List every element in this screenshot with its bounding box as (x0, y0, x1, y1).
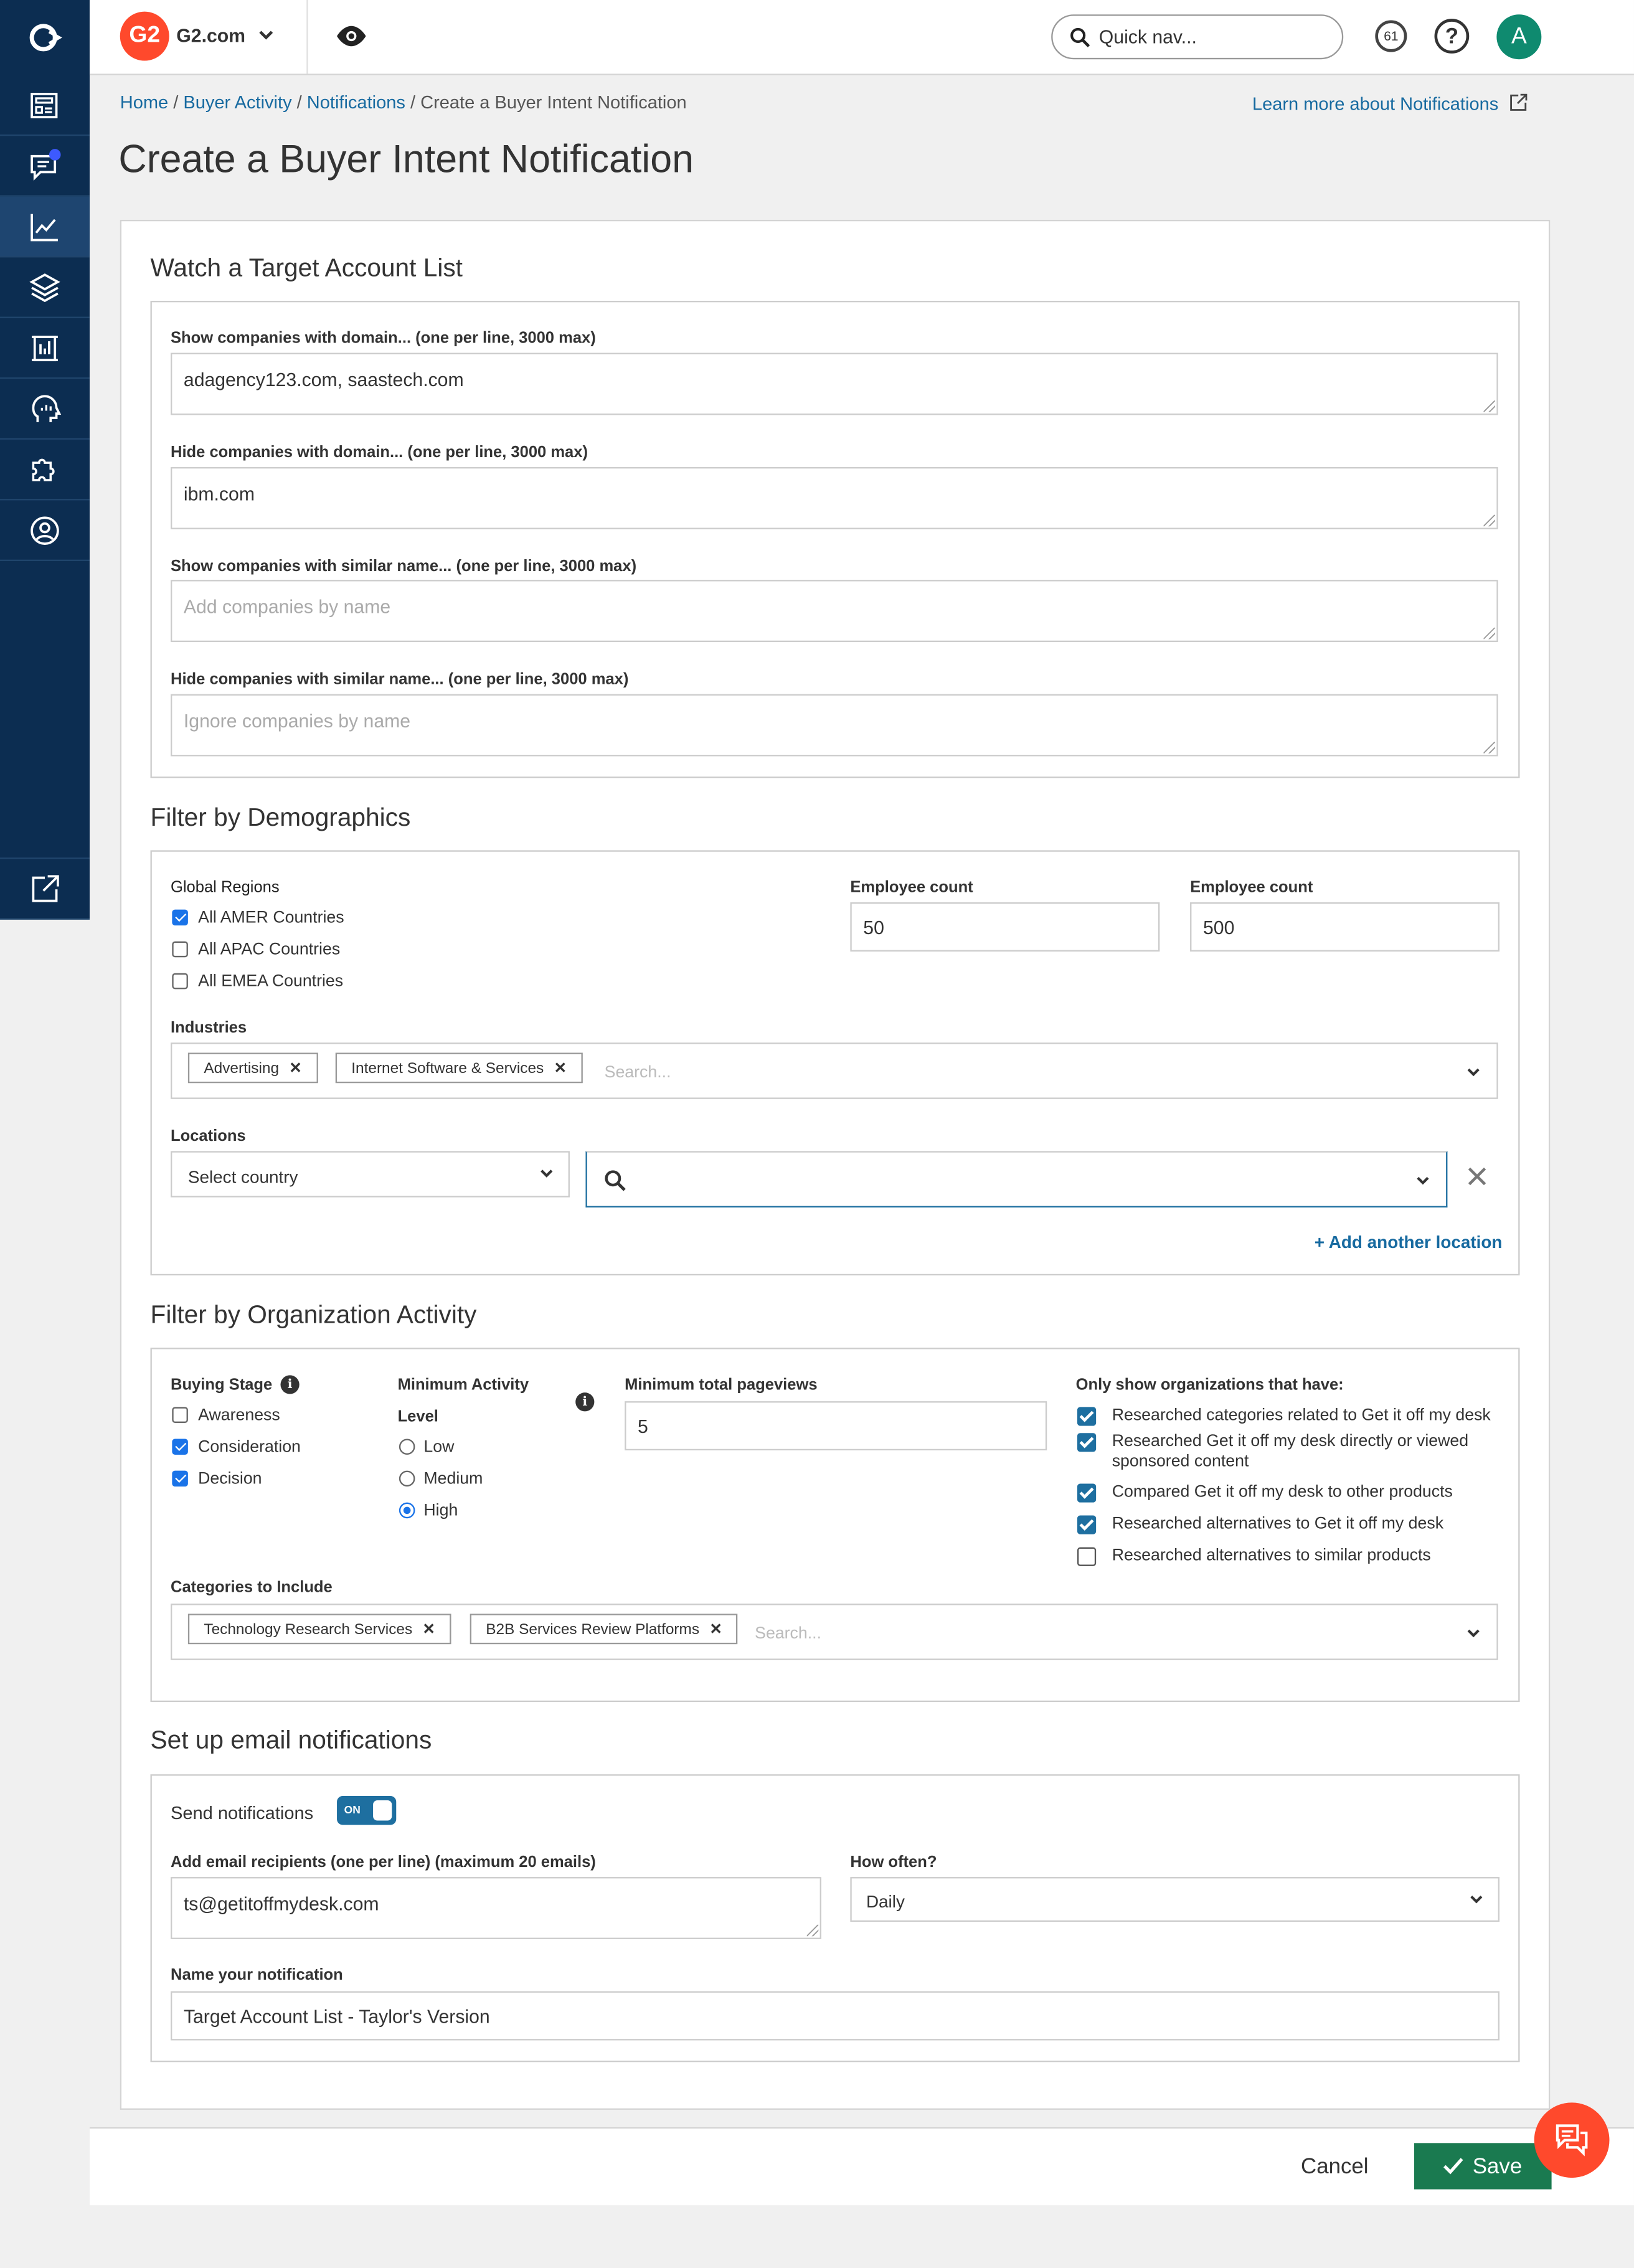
only-show-label: Only show organizations that have: (1075, 1376, 1344, 1394)
messages-svg (27, 148, 62, 183)
only-show-label-4: Researched alternatives to Get it off my desk (1112, 1515, 1444, 1533)
chevron-down-icon[interactable] (1466, 1625, 1481, 1640)
breadcrumb-notifications[interactable]: Notifications (306, 92, 405, 113)
regions-label: Global Regions (171, 879, 280, 897)
only-show-checkbox-4[interactable] (1077, 1516, 1096, 1534)
external-link-svg (27, 871, 62, 906)
category-tag-label: Technology Research Services (204, 1621, 413, 1638)
resize-handle[interactable] (1483, 628, 1495, 640)
chevron-down-icon (1415, 1173, 1430, 1187)
breadcrumb-home[interactable]: Home (120, 92, 169, 113)
analytics-icon[interactable] (0, 197, 90, 258)
stage-awareness-checkbox[interactable] (172, 1407, 188, 1423)
external-link-icon (1508, 93, 1528, 113)
country-select[interactable] (171, 1151, 570, 1197)
activity-low-radio[interactable] (399, 1439, 415, 1455)
analytics-svg (27, 209, 62, 244)
page-title: Create a Buyer Intent Notification (118, 137, 694, 181)
puzzle-icon[interactable] (0, 440, 90, 501)
recipients-value: ts@getitoffmydesk.com (183, 1892, 379, 1915)
checkmark-icon (1443, 2158, 1464, 2175)
info-icon[interactable]: i (575, 1392, 594, 1411)
stage-consideration-label: Consideration (198, 1439, 301, 1457)
section-title-target-list: Watch a Target Account List (150, 253, 463, 282)
only-show-label-2b: sponsored content (1112, 1453, 1249, 1471)
head-chart-icon[interactable] (0, 379, 90, 440)
stage-decision-checkbox[interactable] (172, 1471, 188, 1487)
reports-icon[interactable] (0, 75, 90, 136)
recipients-textarea[interactable] (171, 1877, 821, 1939)
hide-domain-label: Hide companies with domain... (one per line, 3000 max) (171, 443, 588, 461)
only-show-checkbox-5[interactable] (1077, 1547, 1096, 1566)
how-often-label: How often? (850, 1853, 937, 1871)
industry-tag-label: Internet Software & Services (351, 1060, 544, 1077)
country-select-value: Select country (187, 1166, 298, 1188)
save-button-label: Save (1472, 2153, 1523, 2179)
show-name-label: Show companies with similar name... (one per line, 3000 max) (171, 558, 637, 576)
only-show-label-5: Researched alternatives to similar products (1112, 1547, 1431, 1565)
category-tag (470, 1614, 739, 1644)
how-often-value: Daily (866, 1891, 905, 1912)
external-link-icon[interactable] (0, 858, 90, 920)
head-chart-svg (27, 391, 62, 426)
toggle-state-label: ON (344, 1803, 361, 1817)
chat-icon (1552, 2122, 1592, 2159)
location-search-select[interactable] (585, 1151, 1447, 1207)
activity-high-radio[interactable] (399, 1503, 415, 1519)
show-name-placeholder: Add companies by name (183, 595, 391, 618)
only-show-label-3: Compared Get it off my desk to other products (1112, 1483, 1453, 1501)
stage-awareness-label: Awareness (198, 1407, 280, 1425)
add-location-link[interactable]: + Add another location (1314, 1232, 1503, 1252)
topbar-divider (306, 0, 308, 73)
search-icon (1070, 27, 1090, 48)
activity-medium-radio[interactable] (399, 1471, 415, 1487)
employee-max-label: Employee count (1190, 879, 1313, 897)
resize-handle[interactable] (1483, 742, 1495, 754)
show-domain-value: adagency123.com, saastech.com (183, 369, 464, 390)
industry-tag-label: Advertising (204, 1060, 280, 1077)
recipients-label: Add email recipients (one per line) (maximum 20 emails) (171, 1853, 596, 1871)
remove-tag-icon[interactable]: ✕ (709, 1621, 722, 1638)
send-notifications-toggle[interactable] (337, 1796, 396, 1825)
chevron-down-icon[interactable] (1466, 1064, 1481, 1079)
reports-svg (27, 87, 62, 122)
industries-search-placeholder[interactable]: Search... (604, 1064, 671, 1082)
chevron-down-icon[interactable] (257, 26, 275, 44)
region-emea-label: All EMEA Countries (198, 973, 344, 991)
activity-low-label: Low (423, 1439, 455, 1457)
activity-level-label: Minimum Activity (397, 1376, 529, 1394)
g2-logo-icon[interactable] (0, 0, 90, 73)
stage-decision-label: Decision (198, 1470, 262, 1488)
search-icon (605, 1170, 626, 1192)
section-title-demographics: Filter by Demographics (150, 802, 411, 832)
section-title-org-activity: Filter by Organization Activity (150, 1300, 477, 1330)
pageviews-label: Minimum total pageviews (625, 1376, 818, 1394)
hide-domain-textarea[interactable] (171, 467, 1498, 529)
cancel-button[interactable]: Cancel (1290, 2143, 1379, 2189)
resize-handle[interactable] (1483, 400, 1495, 412)
how-often-select[interactable] (850, 1877, 1499, 1922)
resize-handle[interactable] (807, 1925, 819, 1937)
puzzle-svg (27, 452, 62, 487)
notification-count-badge[interactable]: 61 (1375, 21, 1407, 52)
remove-tag-icon[interactable]: ✕ (554, 1060, 567, 1077)
breadcrumb-current: Create a Buyer Intent Notification (420, 92, 687, 113)
help-icon[interactable]: ? (1435, 19, 1470, 54)
user-circle-icon[interactable] (0, 500, 90, 561)
resize-handle[interactable] (1483, 515, 1495, 527)
employee-max-input[interactable]: 500 (1190, 902, 1499, 952)
learn-more-label: Learn more about Notifications (1252, 93, 1499, 115)
quick-nav[interactable] (1051, 14, 1343, 59)
hide-name-textarea[interactable] (171, 694, 1498, 757)
category-tag (188, 1614, 451, 1644)
categories-search-placeholder[interactable]: Search... (755, 1625, 822, 1643)
region-apac-checkbox[interactable] (172, 942, 188, 958)
breadcrumb (120, 93, 687, 113)
only-show-label-2: Researched Get it off my desk directly or viewed (1112, 1433, 1469, 1451)
hide-domain-value: ibm.com (183, 483, 255, 505)
g2-logo-svg (27, 19, 62, 54)
locations-label: Locations (171, 1128, 246, 1146)
region-amer-checkbox[interactable] (172, 910, 188, 926)
building-svg (27, 331, 62, 366)
category-tag-label: B2B Services Review Platforms (486, 1621, 700, 1638)
activity-high-label: High (423, 1502, 458, 1520)
only-show-checkbox-3[interactable] (1077, 1483, 1096, 1502)
activity-level-label-2: Level (397, 1408, 438, 1426)
remove-tag-icon[interactable]: ✕ (422, 1621, 435, 1638)
brand-name[interactable]: G2.com (176, 24, 246, 47)
g2-brand-icon[interactable]: G2 (120, 12, 169, 61)
industries-multiselect[interactable] (171, 1042, 1498, 1099)
categories-label: Categories to Include (171, 1579, 333, 1597)
show-domain-textarea[interactable] (171, 353, 1498, 415)
notification-name-label: Name your notification (171, 1967, 343, 1984)
user-circle-svg (27, 513, 62, 547)
stage-consideration-checkbox[interactable] (172, 1439, 188, 1455)
employee-min-input[interactable]: 50 (850, 902, 1159, 952)
layers-svg (27, 270, 62, 305)
activity-medium-label: Medium (423, 1470, 483, 1488)
notification-name-input[interactable]: Target Account List - Taylor's Version (171, 1992, 1499, 2041)
learn-more-link[interactable] (1252, 93, 1528, 115)
chevron-down-icon (1469, 1891, 1483, 1906)
show-domain-label: Show companies with domain... (one per line, 3000 max) (171, 329, 596, 347)
region-emea-checkbox[interactable] (172, 973, 188, 990)
close-icon[interactable] (1468, 1167, 1486, 1186)
industries-label: Industries (171, 1019, 247, 1037)
categories-multiselect[interactable] (171, 1604, 1498, 1660)
chevron-down-icon (539, 1166, 554, 1180)
breadcrumb-separator: / (405, 92, 421, 113)
left-rail (0, 0, 90, 919)
industry-tag (188, 1052, 318, 1083)
employee-min-label: Employee count (850, 879, 973, 897)
toggle-knob (373, 1800, 392, 1821)
region-apac-label: All APAC Countries (198, 941, 341, 959)
breadcrumb-buyer-activity[interactable]: Buyer Activity (183, 92, 292, 113)
buying-stage-label: Buying Stage (171, 1376, 273, 1394)
chat-button[interactable] (1534, 2102, 1610, 2178)
breadcrumb-separator: / (168, 92, 184, 113)
remove-tag-icon[interactable]: ✕ (289, 1060, 302, 1077)
eye-icon[interactable] (336, 23, 367, 49)
avatar[interactable]: A (1496, 14, 1541, 59)
show-name-textarea[interactable] (171, 580, 1498, 642)
building-icon[interactable] (0, 318, 90, 379)
info-icon[interactable]: i (280, 1375, 299, 1394)
footer-bar (90, 2127, 1634, 2205)
hide-name-placeholder: Ignore companies by name (183, 710, 411, 732)
send-notifications-label: Send notifications (171, 1803, 314, 1824)
section-title-email: Set up email notifications (150, 1725, 432, 1754)
quick-nav-input[interactable] (1096, 24, 1333, 49)
pageviews-input[interactable]: 5 (625, 1401, 1047, 1450)
save-button[interactable] (1414, 2143, 1552, 2189)
industry-tag (336, 1052, 583, 1083)
hide-name-label: Hide companies with similar name... (one per line, 3000 max) (171, 671, 629, 689)
region-amer-label: All AMER Countries (198, 909, 344, 927)
breadcrumb-separator: / (291, 92, 307, 113)
layers-icon[interactable] (0, 257, 90, 318)
only-show-checkbox-1[interactable] (1077, 1407, 1096, 1425)
only-show-checkbox-2[interactable] (1077, 1433, 1096, 1452)
messages-icon[interactable] (0, 136, 90, 197)
only-show-label-1: Researched categories related to Get it off my desk (1112, 1407, 1491, 1425)
